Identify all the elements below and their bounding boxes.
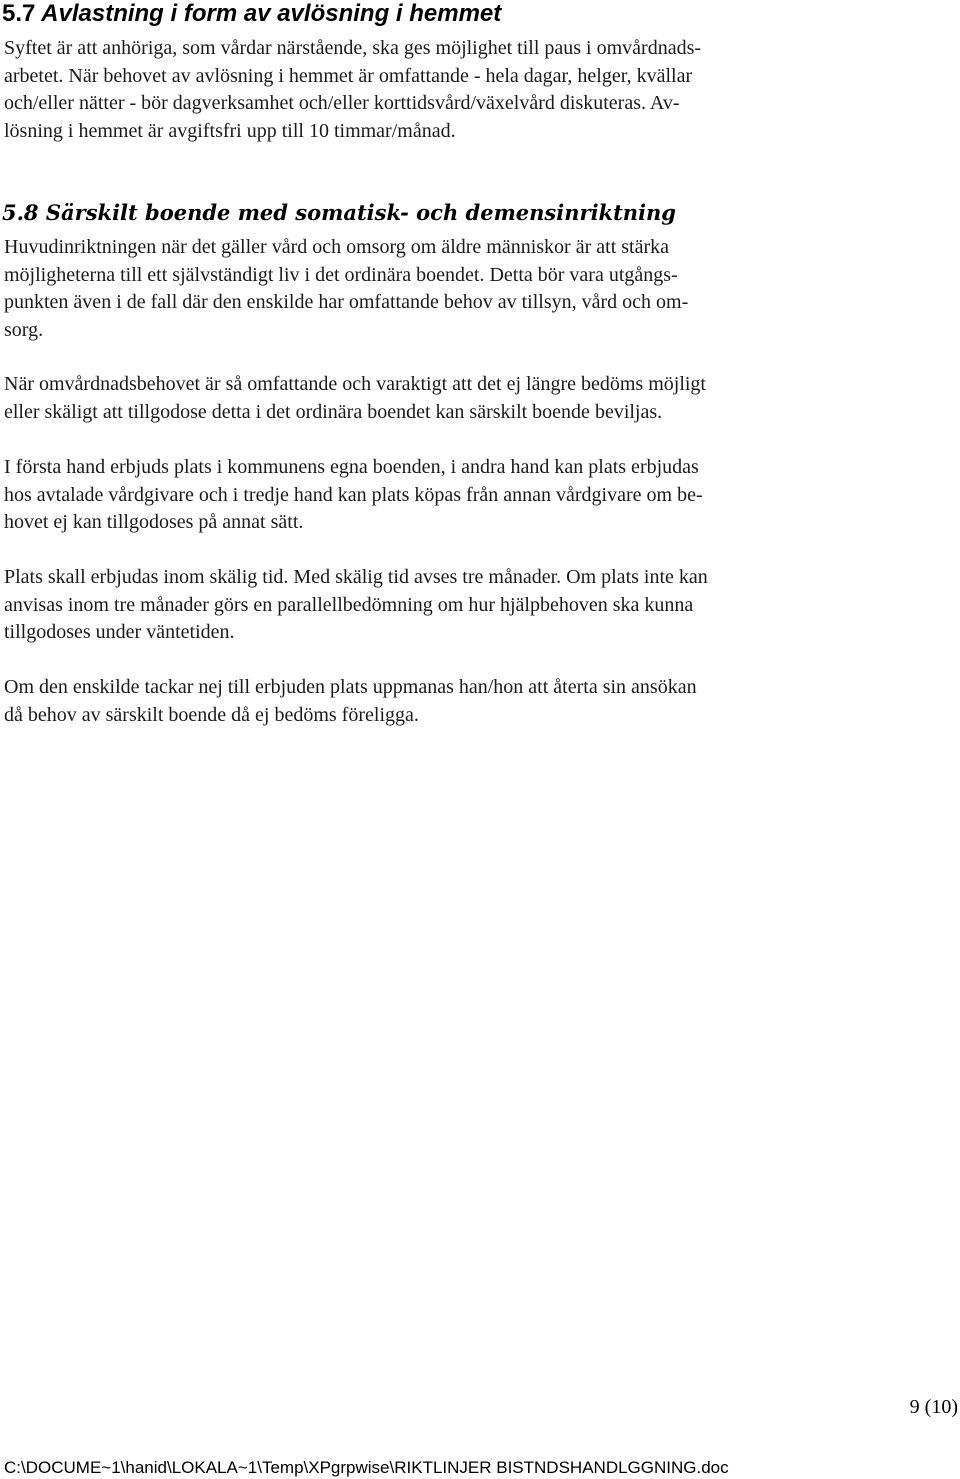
section-5-8-paragraph-1 (4, 234, 834, 344)
section-5-8-paragraph-5 (4, 674, 834, 729)
section-title: Avlastning i form av avlösning i hemmet (41, 0, 502, 27)
section-5-7-paragraph (4, 35, 834, 145)
section-number: 5.7 (2, 0, 36, 27)
text-line: tillgodoses under väntetiden. (4, 621, 235, 643)
section-title: Särskilt boende med somatisk- och demensinriktning (45, 200, 676, 225)
text-line: och/eller nätter - bör dagverksamhet och/eller korttidsvård/växelvård diskuteras. Av- (4, 92, 680, 114)
section-5-8-paragraph-2 (4, 371, 834, 426)
section-heading-5-7 (2, 0, 501, 28)
section-5-8-paragraph-3 (4, 454, 834, 537)
text-line: Om den enskilde tackar nej till erbjuden plats uppmanas han/hon att återta sin ansökan (4, 676, 697, 698)
section-number: 5.8 (2, 200, 39, 225)
section-5-8-paragraph-4 (4, 564, 834, 647)
text-line: lösning i hemmet är avgiftsfri upp till 10 timmar/månad. (4, 119, 456, 142)
text-line: möjligheterna till ett självständigt liv i det ordinära boendet. Detta bör vara utgångs- (4, 263, 678, 286)
text-line: då behov av särskilt boende då ej bedöms föreligga. (4, 703, 419, 726)
text-line: hos avtalade vårdgivare och i tredje hand kan plats köpas från annan vårdgivare om be- (4, 483, 703, 506)
text-line: hovet ej kan tillgodoses på annat sätt. (4, 511, 304, 533)
text-line: Plats skall erbjudas inom skälig tid. Med skälig tid avses tre månader. Om plats inte kan (4, 566, 708, 588)
text-line: sorg. (4, 318, 44, 341)
section-heading-5-8 (2, 198, 676, 228)
footer-file-path: C:\DOCUME~1\hanid\LOKALA~1\Temp\XPgrpwise\RIKTLINJER BISTNDSHANDLGGNING.doc (4, 1458, 729, 1477)
text-line: anvisas inom tre månader görs en parallellbedömning om hur hjälpbehoven ska kunna (4, 593, 694, 616)
text-line: När omvårdnadsbehovet är så omfattande och varaktigt att det ej längre bedöms möjligt (4, 373, 706, 395)
text-line: Huvudinriktningen när det gäller vård och omsorg om äldre människor är att stärka (4, 236, 669, 258)
text-line: I första hand erbjuds plats i kommunens egna boenden, i andra hand kan plats erbjudas (4, 456, 699, 478)
text-line: Syftet är att anhöriga, som vårdar närstående, ska ges möjlighet till paus i omvårdnads- (4, 37, 702, 59)
page-number: 9 (10) (909, 1396, 958, 1418)
text-line: punkten även i de fall där den enskilde har omfattande behov av tillsyn, vård och om- (4, 291, 689, 313)
text-line: eller skäligt att tillgodose detta i det ordinära boendet kan särskilt boende beviljas. (4, 400, 663, 423)
text-line: arbetet. När behovet av avlösning i hemmet är omfattande - hela dagar, helger, kvällar (4, 64, 693, 87)
